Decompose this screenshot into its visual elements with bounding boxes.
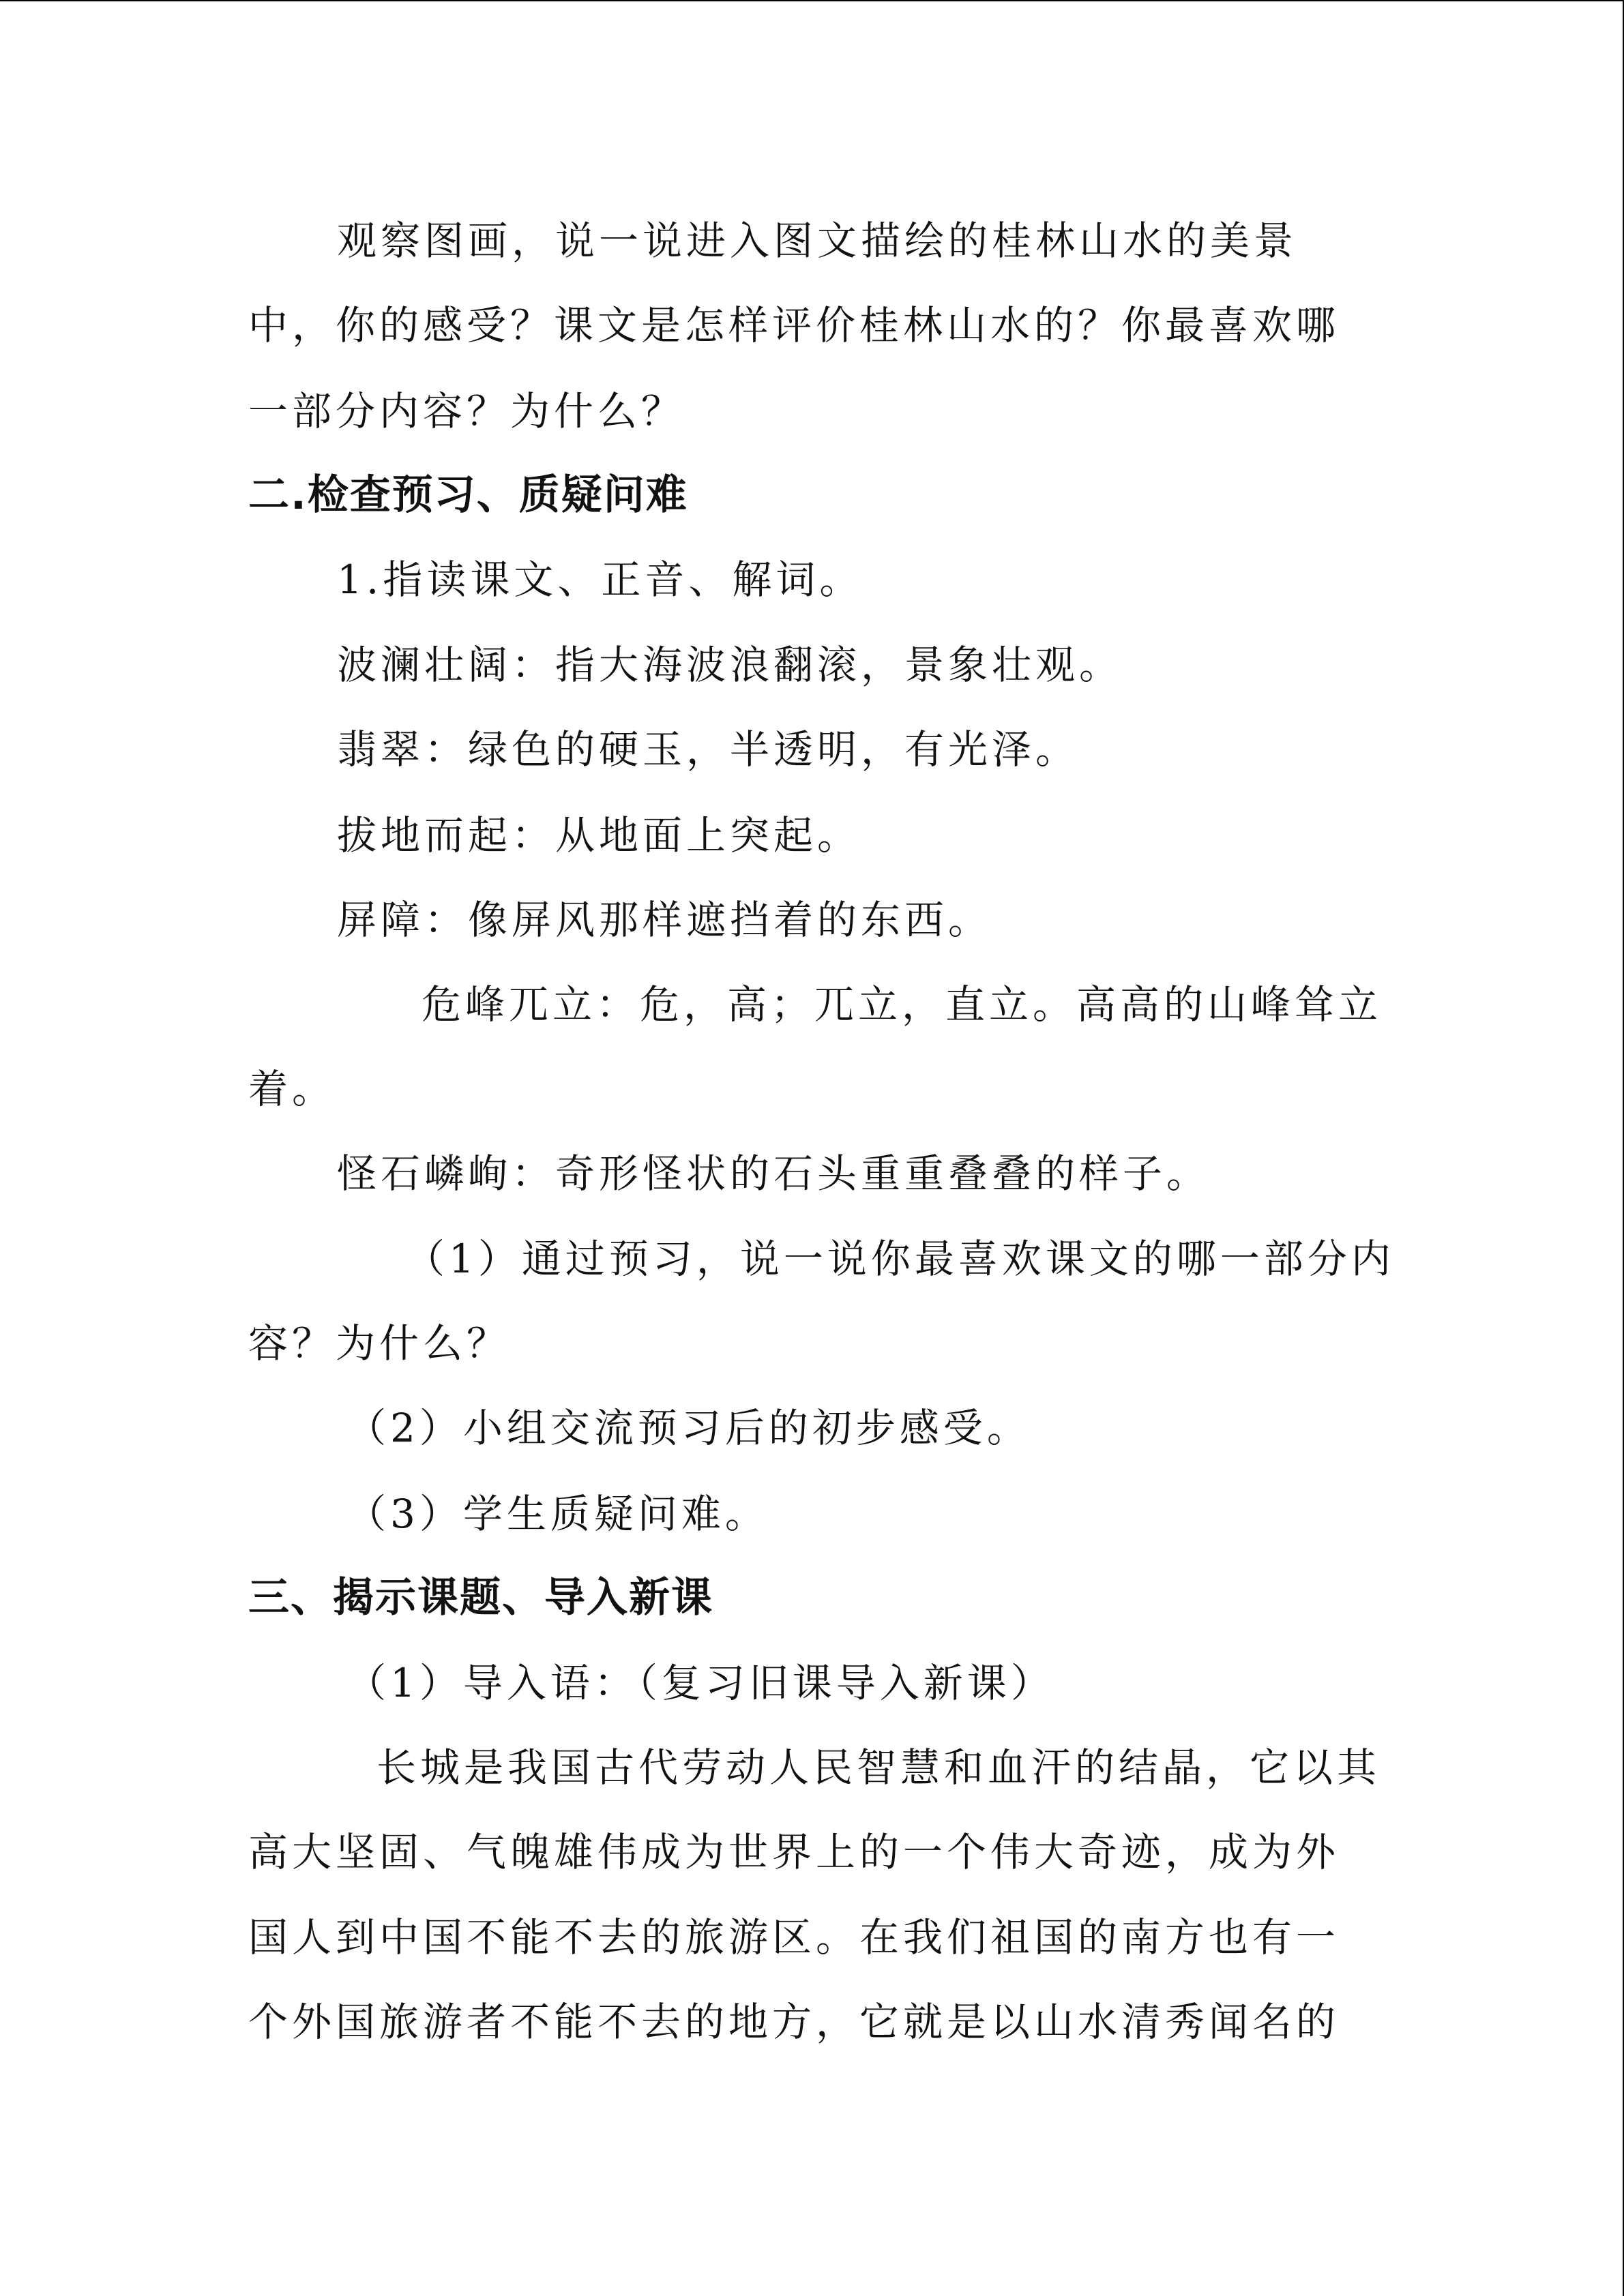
question-line: （3）学生质疑问难。 [346,1491,769,1537]
definition-line: 屏障：像屏风那样遮挡着的东西。 [337,897,992,943]
definition-line: 危峰兀立：危，高；兀立，直立。高高的山峰耸立 [422,981,1383,1028]
list-item: 1.指读课文、正音、解词。 [337,556,863,603]
section-heading: 三、揭示课题、导入新课 [248,1574,713,1622]
intro-line: （1）导入语：（复习旧课导入新课） [346,1660,1054,1706]
body-line: 长城是我国古代劳动人民智慧和血汗的结晶，它以其 [377,1744,1381,1791]
question-line: （1）通过预习，说一说你最喜欢课文的哪一部分内 [405,1236,1395,1282]
section-heading: 二.检查预习、质疑问难 [248,471,688,519]
paragraph-line: 一部分内容？为什么？ [248,388,685,434]
definition-line: 怪石嶙峋：奇形怪状的石头重重叠叠的样子。 [337,1150,1211,1197]
body-line: 国人到中国不能不去的旅游区。在我们祖国的南方也有一 [248,1914,1340,1960]
definition-line: 着。 [248,1066,336,1112]
definition-line: 翡翠：绿色的硬玉，半透明，有光泽。 [337,726,1080,773]
paragraph-line: 中，你的感受？课文是怎样评价桂林山水的？你最喜欢哪 [248,302,1340,348]
definition-line: 拔地而起：从地面上突起。 [337,812,861,859]
body-line: 高大坚固、气魄雄伟成为世界上的一个伟大奇迹，成为外 [248,1829,1340,1875]
question-line: 容？为什么？ [248,1320,511,1367]
definition-line: 波澜壮阔：指大海波浪翻滚，景象壮观。 [337,642,1123,688]
body-line: 个外国旅游者不能不去的地方，它就是以山水清秀闻名的 [248,1999,1340,2045]
question-line: （2）小组交流预习后的初步感受。 [346,1405,1031,1451]
paragraph-line: 观察图画，说一说进入图文描绘的桂林山水的美景 [337,218,1298,264]
